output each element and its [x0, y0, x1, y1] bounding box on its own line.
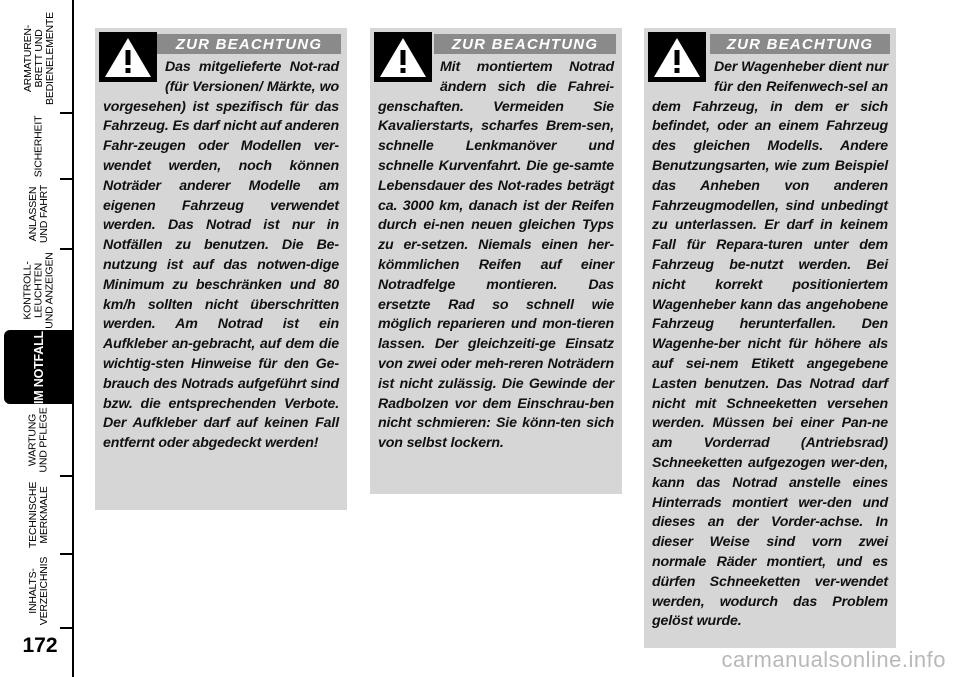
tab-anlassen[interactable] — [6, 180, 72, 248]
watermark: carmanualsonline.info — [721, 647, 946, 672]
tab-label: ANLASSEN UND FAHRT — [27, 184, 50, 244]
tab-label: SICHERHEIT — [32, 115, 45, 177]
tab-label: IM NOTFALL — [31, 330, 46, 404]
page-number: 172 — [22, 634, 58, 657]
tab-technische-merkmale[interactable] — [6, 477, 72, 553]
tab-label: INHALTS- VERZEICHNIS — [27, 556, 50, 626]
warning-text-content: Mit montiertem Notrad ändern sich die Fahrei-genschaften. Vermeiden Sie Kavalierstarts, scharfes Brem-sen, schnelle Lenkmanöver und schnelle Kurvenfahrt. Die ge-samte Lebensdauer des Not-rades beträgt ca. 3000 km, danach ist der Reifen durch ei-nen neuen gleichen Typs zu er-setzen. Niemals einen her-kömmlichen Reifen auf einer Notradfelge montieren. Das ersetzte Rad so schnell wie möglich reparieren und mon-tieren lassen. Der gleichzeiti-ge Einsatz von zwei oder meh-reren Noträdern ist nicht zulässig. Die Gewinde der Radbolzen vor dem Einschrau-ben nicht schmieren: Sie könn-ten sich von selbst lockern. — [378, 59, 614, 452]
warning-text — [103, 58, 339, 454]
warning-box-3 — [644, 28, 896, 648]
warning-text-content: Das mitgelieferte Not-rad (für Versionen/ Märkte, wo vorgesehen) ist spezifisch für das Fahrzeug. Es darf nicht auf anderen Fahr-zeugen oder Modellen ver-wendet werden, noch können Noträder anderer Modelle am eigenen Fahrzeug verwendet werden. Das Notrad ist nur in Notfällen zu benutzen. Die Be-nutzung ist auf das notwen-dige Minimum zu beschränken und 80 km/h sollten nicht überschritten werden. Am Notrad ist ein Aufkleber an-gebracht, auf dem die wichtig-sten Hinweise für den Ge-brauch des Notrads aufgeführt sind bzw. die entsprechenden Verbote. Der Aufkleber darf auf keinen Fall entfernt oder abgedeckt werden! — [103, 59, 339, 452]
warning-text-content: Der Wagenheber dient nur für den Reifenwech-sel an dem Fahrzeug, in dem er sich befindet, oder an einem Fahrzeug des gleichen Modells. Andere Benutzungsarten, wie zum Beispiel das Anheben von anderen Fahrzeugmodellen, sind unbedingt zu unterlassen. Er darf in keinem Fall für Repara-turen unter dem Fahrzeug be-nutzt werden. Bei nicht korrekt positioniertem Wagenheber kann das angehobene Fahrzeug herunterfallen. Den Wagenhe-ber nicht für höhere als auf sei-nem Etikett angegebene Lasten benutzen. Das Notrad darf nicht mit Schneeketten versehen werden. Müssen bei einer Pan-ne am Vorderrad (Antriebsrad) Schneeketten aufgezogen wer-den, kann das Notrad anstelle eines Hinterrads montiert wer-den und dieses an der Vorder-achse. In dieser Weise sind vorn zwei normale Räder montiert, und es dürfen Schneeketten ver-wendet werden, wodurch das Problem gelöst wurde. — [652, 59, 888, 630]
tab-label: WARTUNG UND PFLEGE — [26, 407, 50, 473]
warning-header: ZUR BEACHTUNG — [157, 34, 341, 54]
tab-label: KONTROLL- LEUCHTEN UND ANZEIGEN — [21, 251, 56, 329]
warning-box-2 — [370, 28, 622, 494]
tab-kontrollleuchten[interactable] — [6, 250, 72, 330]
warning-box-1 — [95, 28, 347, 510]
tab-divider — [60, 627, 74, 629]
tab-im-notfall[interactable] — [4, 330, 74, 404]
tab-sicherheit[interactable] — [6, 114, 72, 178]
tab-wartung[interactable] — [6, 405, 72, 475]
warning-header: ZUR BEACHTUNG — [710, 34, 890, 54]
tab-armaturenbrett[interactable] — [6, 2, 72, 114]
tab-inhaltsverzeichnis[interactable] — [6, 555, 72, 627]
tab-label: ARMATUREN- BRETT UND BEDIENELEMENTE — [21, 11, 56, 105]
warning-header: ZUR BEACHTUNG — [434, 34, 616, 54]
warning-text — [378, 58, 614, 454]
sidebar — [0, 0, 80, 677]
warning-text — [652, 58, 888, 632]
tab-label: TECHNISCHE MERKMALE — [27, 481, 51, 549]
